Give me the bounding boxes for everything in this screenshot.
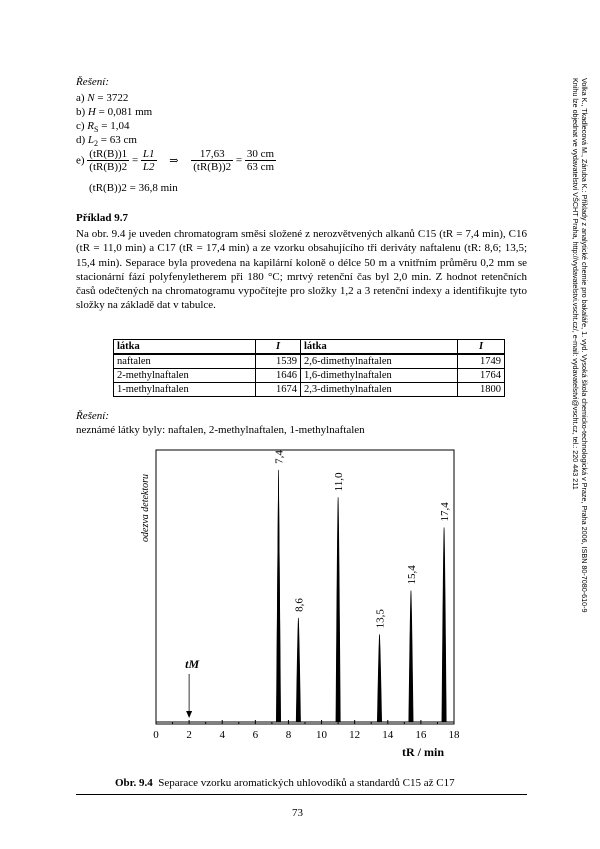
answer-e-equation: e) $\frac{(tR(B))1}{(tR(B))2}$ = $\frac{L1}{L2}$ ⇒ $\frac{17,63}{(tR(B))2}$ = $\frac{30 cm}{63 cm}$	[76, 148, 275, 173]
x-tick-label: 6	[252, 729, 259, 741]
answer-c: c) $R_S = 1,04$	[76, 120, 130, 135]
table-cell: naftalen	[114, 354, 256, 369]
table-cell: 1539	[256, 354, 301, 369]
table-header-cell: I	[458, 340, 505, 355]
table-header-row	[114, 340, 505, 355]
peak	[296, 618, 300, 722]
answer-b: b) H = 0,081 mm	[76, 106, 153, 118]
solution2-label: Řešení:	[76, 410, 109, 422]
peak	[409, 590, 413, 722]
peak-label: 15,4	[405, 565, 418, 585]
peak-label: 13,5	[374, 609, 387, 629]
table-row	[114, 354, 505, 369]
citation-line-2: Knihu lze objednat ve vydavatelství VŠCHT Praha, http://vydavatelstvi.vscht.cz/, e-mail: vydavatelstvi@vscht.cz, tel.: 220 443 211	[571, 78, 580, 490]
table-cell: 1749	[458, 354, 505, 369]
table-row	[114, 383, 505, 397]
example-title: Příklad 9.7	[76, 212, 128, 224]
x-tick-label: 0	[153, 729, 159, 741]
x-tick-label: 10	[316, 729, 328, 741]
table-cell: 1764	[458, 369, 505, 383]
figure-caption: Obr. 9.4 Separace vzorku aromatických uhlovodíků a standardů C15 až C17	[115, 777, 455, 789]
table-cell: 1674	[256, 383, 301, 397]
x-tick-label: 8	[285, 729, 292, 741]
dead-time-label: tM	[185, 657, 200, 671]
x-axis-label: tR / min	[402, 745, 444, 759]
peak	[276, 470, 280, 722]
peak	[336, 497, 340, 722]
fraction-length-ratio: $\frac{L1}{L2}$	[142, 148, 155, 173]
x-tick-label: 16	[415, 729, 427, 741]
table-header-cell: látka	[114, 340, 256, 355]
answer-e-result: (tR(B))2 = 36,8 min	[89, 182, 178, 194]
peak-label: 7,4	[273, 450, 286, 464]
chromatogram-chart	[130, 440, 470, 772]
peak	[377, 634, 381, 722]
peak-label: 8,6	[293, 598, 306, 612]
peak	[442, 527, 446, 722]
table-cell: 2-methylnaftalen	[114, 369, 256, 383]
page-number: 73	[292, 807, 303, 819]
table-cell: 1,6-dimethylnaftalen	[301, 369, 458, 383]
citation-line-1: Volka K., Tkadlecová M., Záruba K.: Příklady z analytické chemie pro bakaláře, 1. vyd. Vysoká škola chemicko-technologická v Praze, Praha 2006, ISBN 80-7080-610-9	[580, 78, 589, 613]
x-tick-label: 12	[349, 729, 361, 741]
solution-label: Řešení:	[76, 76, 109, 88]
implies-arrow: ⇒	[169, 155, 179, 167]
fraction-numeric: $\frac{17,63}{(tR(B))2}$	[193, 148, 232, 173]
table-cell: 1646	[256, 369, 301, 383]
caption-rule	[76, 794, 527, 795]
fraction-cm: $\frac{30 cm}{63 cm}$	[246, 148, 275, 173]
answer-a: a) N = 3722	[76, 92, 129, 104]
table-cell: 2,6-dimethylnaftalen	[301, 354, 458, 369]
dead-time-arrowhead	[186, 711, 192, 718]
fraction-tr-ratio: $\frac{(tR(B))1}{(tR(B))2}$	[89, 148, 128, 173]
table-cell: 1-methylnaftalen	[114, 383, 256, 397]
peak-label: 17,4	[439, 502, 452, 522]
x-tick-label: 4	[219, 729, 225, 741]
peak-label: 11,0	[333, 472, 346, 492]
solution2-text: neznámé látky byly: naftalen, 2-methylnaftalen, 1-methylnaftalen	[76, 424, 365, 436]
table-cell: 1800	[458, 383, 505, 397]
table-cell: 2,3-dimethylnaftalen	[301, 383, 458, 397]
example-text: Na obr. 9.4 je uveden chromatogram směsi složené z nerozvětvených alkanů C15 (tR = 7,4 min), C16 (tR = 11,0 min) a C17 (tR = 17,4 min) a ze vzorku obsahujícího tři deriváty naftalenu (tR: 8,6; 13,5; 15,4 min). Separace byla provedena na kapilární koloně o délce 50 m a vnitřním průměru 0,2 mm se stacionární fází polyfenyletherem při 180 °C; mrtvý retenční čas byl 2,0 min. Z hodnot retenčních časů odečtených na chromatogramu vypočítejte pro složky 1,2 a 3 retenční indexy a identifikujte tyto složky na základě dat v tabulce.	[76, 228, 527, 312]
x-tick-label: 2	[186, 729, 192, 741]
table-header-cell: látka	[301, 340, 458, 355]
side-citation	[571, 78, 589, 613]
x-tick-label: 14	[382, 729, 394, 741]
x-tick-label: 18	[448, 729, 460, 741]
retention-index-table	[113, 339, 505, 397]
table-header-cell: I	[256, 340, 301, 355]
table-row	[114, 369, 505, 383]
answer-d: d) $L_2 = 63$ cm	[76, 134, 137, 149]
y-axis-label: odezva detektoru	[140, 473, 151, 542]
